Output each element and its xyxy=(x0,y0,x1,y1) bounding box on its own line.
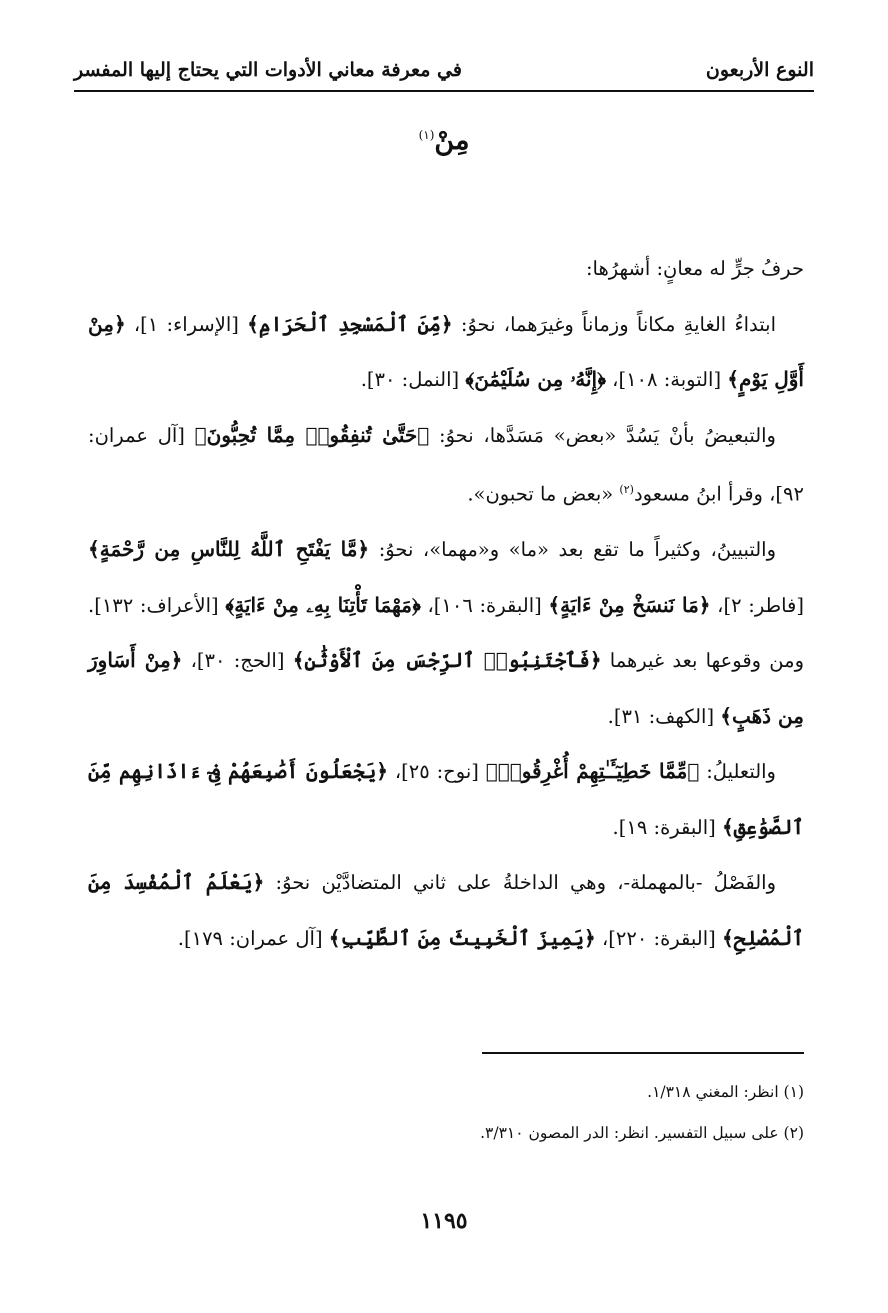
text-run: والفَصْلُ -بالمهملة-، وهي الداخلةُ على ثاني المتضادَّيْن نحوُ: xyxy=(264,871,776,894)
text-run: [فاطر: ٢]، xyxy=(710,593,804,617)
quran-quote: ﴿يَعْلَمُ ٱلْمُفْسِدَ مِنَ ٱلْمُصْلِحِ﴾ xyxy=(88,870,804,950)
paragraph xyxy=(88,855,804,966)
quran-quote: ﴿مِنْ أَوَّلِ يَوْمٍ﴾ xyxy=(88,311,804,391)
main-text xyxy=(88,242,804,966)
text-run: حرفُ جرٍّ له معانٍ: أشهرُها: xyxy=(585,257,804,280)
text-run: والتعليلُ: xyxy=(699,760,776,783)
quran-quote: ﴿يَجْعَلُونَ أَصَٰبِعَهُمْ فِىٓ ءَاذَانِهِم مِّنَ ٱلصَّوَٰعِقِ﴾ xyxy=(88,759,804,839)
paragraph xyxy=(88,408,804,523)
text-run: [الإسراء: ١]، xyxy=(125,312,248,336)
footnote-divider xyxy=(482,1052,804,1054)
text-run: ابتداءُ الغايةِ مكاناً وزماناً وغيرَهما، نحوُ: xyxy=(452,312,776,336)
paragraph xyxy=(88,242,804,297)
text-run: والتبعيضُ بأنْ يَسُدَّ «بعض» مَسَدَّها، نحوُ: xyxy=(429,423,776,447)
text-run: [النمل: ٣٠]. xyxy=(360,368,466,391)
quran-quote: ﴿مِنْ أَسَاوِرَ مِن ذَهَبٍ﴾ xyxy=(88,648,804,728)
footnote-1: (١) انظر: المغني ١/٣١٨. xyxy=(647,1083,804,1101)
quran-quote: ﴿مِّنَ ٱلْمَسْجِدِ ٱلْحَرَامِ﴾ xyxy=(247,311,453,336)
text-run: «بعض ما تحبون». xyxy=(467,482,620,506)
footnote-2: (٢) على سبيل التفسير. انظر: الدر المصون ٣/٣١٠. xyxy=(480,1124,804,1142)
header-topic: في معرفة معاني الأدوات التي يحتاج إليها المفسر xyxy=(74,59,462,81)
quran-quote: ﴿فَٱجْتَنِبُوا۟ ٱلرِّجْسَ مِنَ ٱلْأَوْثَٰنِ﴾ xyxy=(292,648,602,672)
footnote-ref: (٢) xyxy=(619,483,634,496)
paragraph xyxy=(88,522,804,744)
quran-quote: ﴿إِنَّهُۥ مِن سُلَيْمَٰنَ﴾ xyxy=(465,367,606,391)
text-run: [البقرة: ١٩]. xyxy=(612,815,722,839)
text-run: [البقرة: ١٠٦]، xyxy=(420,593,549,617)
quran-quote: ﴿مِّمَّا خَطِيٓـَٔـٰتِهِمْ أُغْرِقُوا۟﴾ xyxy=(485,759,700,783)
quran-quote: ﴿مَّا يَفْتَحِ ٱللَّهُ لِلنَّاسِ مِن رَّحْمَةٍ﴾ xyxy=(88,537,370,561)
text-run: [الأعراف: ١٣٢]. ومن وقوعها بعد غيرهما xyxy=(88,593,805,672)
text-run: والتبيينُ، وكثيراً ما تقع بعد «ما» و«مهما»، نحوُ: xyxy=(369,538,776,561)
quran-quote: ﴿مَهْمَا تَأْتِنَا بِهِۦ مِنْ ءَايَةٍ﴾ xyxy=(225,592,421,617)
quran-quote: ﴿حَتَّىٰ تُنفِقُوا۟ مِمَّا تُحِبُّونَ﴾ xyxy=(194,422,430,447)
paragraph xyxy=(88,297,804,408)
footnotes xyxy=(88,1072,804,1154)
text-run: [البقرة: ٢٢٠]، xyxy=(595,926,722,950)
text-run: [آل عمران: ٩٢]، وقرأ ابنُ مسعود xyxy=(88,423,804,506)
header-chapter: النوع الأربعون xyxy=(705,59,814,81)
title-footnote-ref: (١) xyxy=(418,128,435,142)
section-title xyxy=(0,125,888,156)
quran-quote: ﴿مَا نَنسَخْ مِنْ ءَايَةٍ﴾ xyxy=(548,592,711,617)
running-header xyxy=(74,50,814,92)
title-word: مِنْ xyxy=(434,125,470,156)
text-run: [الحج: ٣٠]، xyxy=(182,649,293,672)
text-run: [الكهف: ٣١]. xyxy=(607,704,721,728)
quran-quote: ﴿يَمِيزَ ٱلْخَبِيثَ مِنَ ٱلطَّيِّبِ﴾ xyxy=(328,925,596,950)
text-run: [التوبة: ١٠٨]، xyxy=(605,368,728,391)
paragraph xyxy=(88,744,804,855)
text-run: [آل عمران: ١٧٩]. xyxy=(177,926,329,950)
page-number: ١١٩٥ xyxy=(420,1208,468,1234)
text-run: [نوح: ٢٥]، xyxy=(388,760,486,783)
